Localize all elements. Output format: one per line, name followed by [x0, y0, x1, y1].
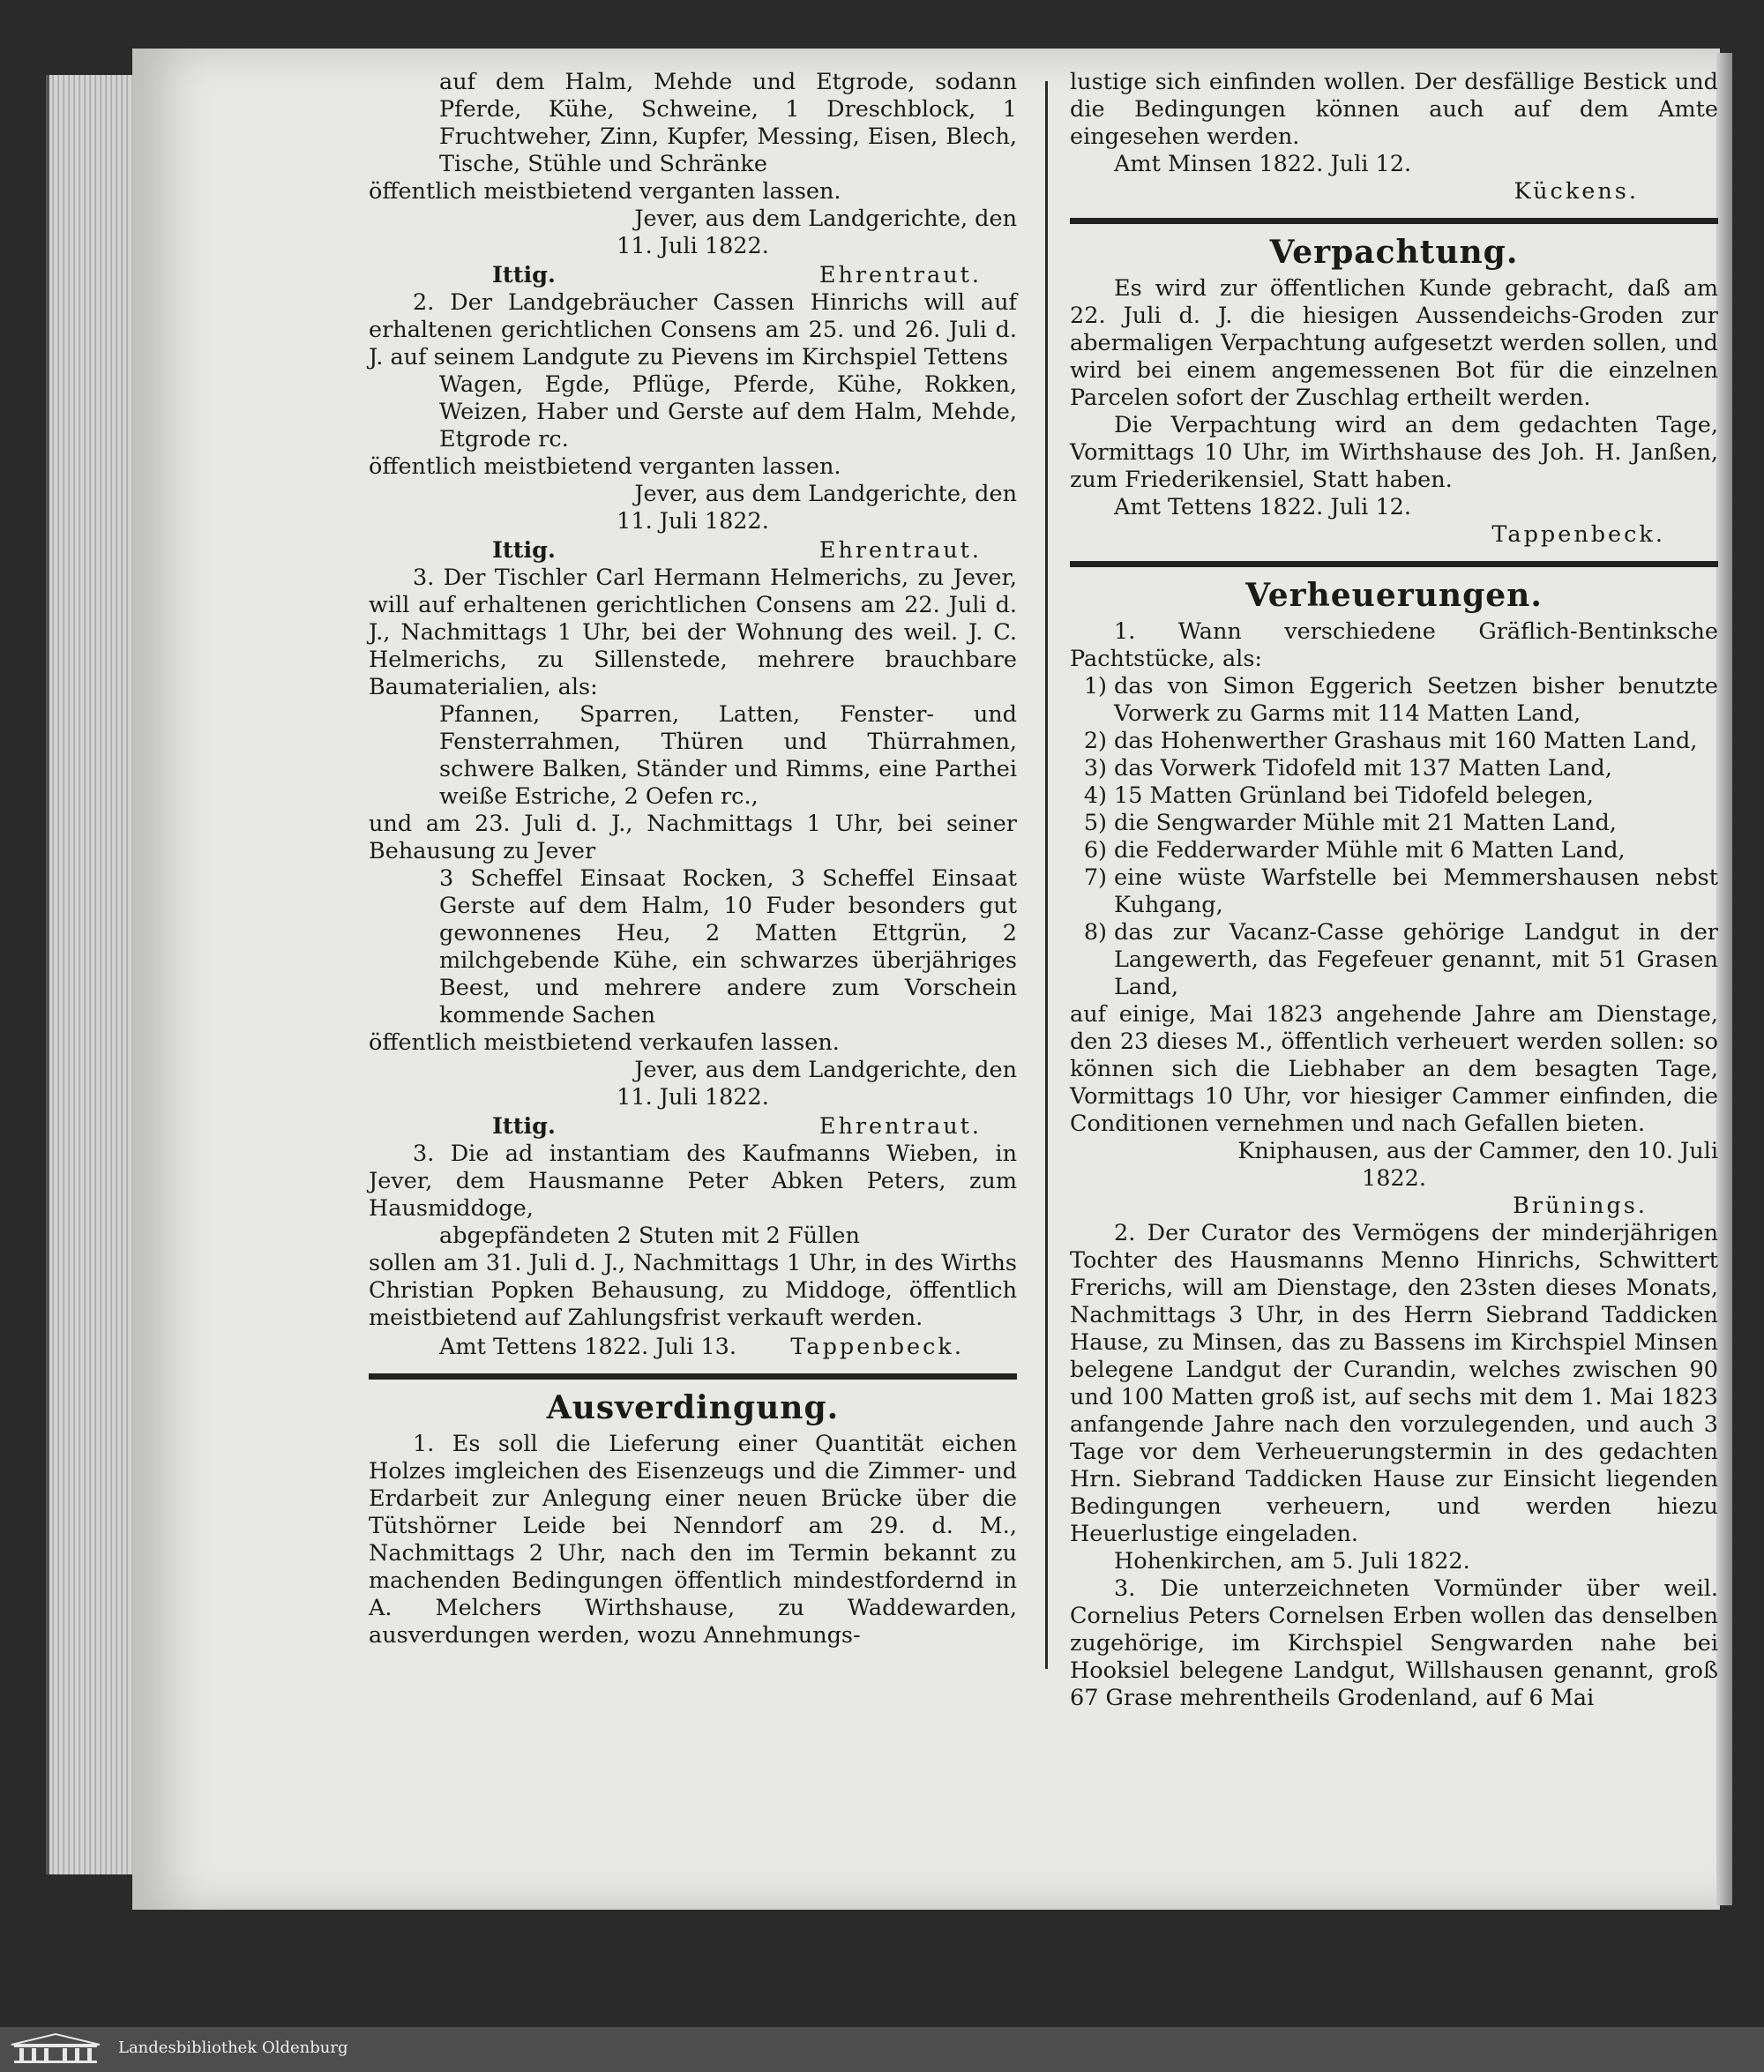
leasehold-list-item: [1070, 673, 1718, 728]
item-list: Wagen, Egde, Pflüge, Pferde, Kühe, Rokken, Weizen, Haber und Gerste auf dem Halm, Mehde, Etgrode rc.: [439, 371, 1017, 453]
paragraph: 3. Die ad instantiam des Kaufmanns Wieben, in Jever, dem Hausmanne Peter Abken Peters, zum Hausmiddoge,: [369, 1141, 1017, 1222]
item-list: Pfannen, Sparren, Latten, Fenster- und Fensterrahmen, Thüren und Thürrahmen, schwere Balken, Ständer und Rimms, eine Parthei weiße Estriche, 2 Oefen rc.,: [439, 701, 1017, 810]
paragraph: öffentlich meistbietend verkaufen lassen.: [369, 1029, 840, 1056]
signature-name: Ehrentraut.: [818, 537, 982, 564]
footer-bar: [0, 2027, 1764, 2072]
list-number: 4): [1083, 782, 1107, 809]
paragraph: öffentlich meistbietend verganten lassen.: [369, 453, 841, 480]
leasehold-list-item: [1070, 919, 1718, 1001]
paragraph: 2. Der Landgebräucher Cassen Hinrichs will auf erhaltenen gerichtlichen Consens am 25. und 26. Juli d. J. auf seinem Landgute zu Pievens im Kirchspiel Tettens: [369, 289, 1017, 370]
list-text: die Sengwarder Mühle mit 21 Matten Land,: [1114, 810, 1617, 836]
section-rule: [1070, 218, 1718, 224]
signature-place: Amt Tettens 1822. Juli 13.: [439, 1334, 736, 1360]
leasehold-list-item: [1070, 864, 1718, 919]
list-number: 1): [1083, 673, 1107, 699]
leasehold-list-item: [1070, 782, 1718, 810]
signature-date: 11. Juli 1822.: [617, 1084, 769, 1111]
paragraph: 3. Der Tischler Carl Hermann Helmerichs, zu Jever, will auf erhaltenen gerichtlichen Consens am 22. Juli d. J., Nachmittags 1 Uhr, bei der Wohnung des weil. J. C. Helmerichs, zu Sillenstede, mehrere brauchbare Baumaterialien, als:: [369, 565, 1017, 700]
column-divider: [1045, 81, 1048, 1669]
paragraph: lustige sich einfinden wollen. Der desfällige Bestick und die Bedingungen können auch auf dem Amte eingesehen werden.: [1070, 69, 1718, 150]
leasehold-list-item: [1070, 837, 1718, 864]
paragraph: 2. Der Curator des Vermögens der minderjährigen Tochter des Hausmanns Menno Hinrichs, Schwittert Frerichs, will am Dienstage, den 23sten dieses Monats, Nachmittags 3 Uhr, in des Herrn Siebrand Taddicken Hause, zu Minsen, das zu Bassens im Kirchspiel Minsen belegene Landgut der Curandin, welches zwischen 90 und 100 Matten groß ist, auf sechs mit dem 1. Mai 1823 anfangende Jahre nach den vorzulegenden, und auch 3 Tage vor dem Verheuerungstermin in des gedachten Hrn. Siebrand Taddicken Hause zur Einsicht liegenden Bedingungen verheuern, und werden hiezu Heuerlustige eingeladen.: [1070, 1220, 1718, 1547]
signature-name: Ittig.: [492, 537, 556, 564]
paragraph: auf einige, Mai 1823 angehende Jahre am Dienstage, den 23 dieses M., öffentlich verheuert werden sollen: so können sich die Liebhaber an dem besagten Tage, Vormittags 10 Uhr, vor hiesiger Cammer einfinden, die Conditionen vernehmen und nach Gefallen bieten.: [1070, 1001, 1718, 1137]
section-rule: [369, 1373, 1017, 1380]
signature-place: Amt Tettens 1822. Juli 12.: [1114, 494, 1411, 520]
list-text: die Fedderwarder Mühle mit 6 Matten Land,: [1114, 837, 1626, 864]
signature-name: Ittig.: [492, 262, 556, 288]
paragraph: 1. Wann verschiedene Gräflich-Bentinksche Pachtstücke, als:: [1070, 618, 1718, 672]
signature-name: Kückens.: [1514, 178, 1639, 205]
section-heading: Verpachtung.: [1269, 234, 1519, 271]
paragraph: öffentlich meistbietend verganten lassen.: [369, 178, 841, 205]
list-text: das zur Vacanz-Casse gehörige Landgut in der Langewerth, das Fegefeuer genannt, mit 51 Grasen Land,: [1114, 919, 1718, 1000]
list-number: 7): [1083, 864, 1107, 891]
list-text: 15 Matten Grünland bei Tidofeld belegen,: [1114, 782, 1594, 809]
list-number: 5): [1083, 810, 1107, 836]
left-column: [369, 69, 1017, 1649]
list-number: 6): [1083, 837, 1107, 864]
signature-name: Tappenbeck.: [1491, 521, 1665, 548]
paragraph: Die Verpachtung wird an dem gedachten Tage, Vormittags 10 Uhr, im Wirthshause des Joh. H. Janßen, zum Friederikensiel, Statt haben.: [1070, 412, 1718, 493]
leasehold-list-item: [1070, 810, 1718, 837]
paragraph: sollen am 31. Juli d. J., Nachmittags 1 Uhr, in des Wirths Christian Popken Behausung, zu Middoge, öffentlich meistbietend auf Zahlungsfrist verkauft werden.: [369, 1250, 1017, 1331]
section-heading: Verheuerungen.: [1245, 577, 1543, 614]
paragraph: Es wird zur öffentlichen Kunde gebracht, daß am 22. Juli d. J. die hiesigen Aussendeichs-Groden zur abermaligen Verpachtung aufgesetzt werden sollen, und wird bei einem angemessenen Bot für die einzelnen Parcelen sofort der Zuschlag ertheilt werden.: [1070, 275, 1718, 411]
section-rule: [1070, 561, 1718, 567]
list-text: das von Simon Eggerich Seetzen bisher benutzte Vorwerk zu Garms mit 114 Matten Land,: [1114, 673, 1718, 727]
signature-place: Jever, aus dem Landgerichte, den: [634, 481, 1017, 507]
leasehold-list: [1070, 673, 1718, 1001]
list-number: 3): [1083, 755, 1107, 782]
paragraph: 1. Es soll die Lieferung einer Quantität eichen Holzes imgleichen des Eisenzeugs und die Zimmer- und Erdarbeit zur Anlegung einer neuen Brücke über die Tütshörner Leide bei Nenndorf am 29. d. M., Nachmittags 2 Uhr, nach den im Termin bekannt zu machenden Bedingungen öffentlich mindestfordernd in A. Melchers Wirthshause, zu Waddewarden, ausverdungen werden, wozu Annehmungs-: [369, 1431, 1017, 1649]
list-number: 8): [1083, 919, 1107, 946]
signature-date: 11. Juli 1822.: [617, 233, 769, 259]
paragraph: 3. Die unterzeichneten Vormünder über weil. Cornelius Peters Cornelsen Erben wollen das denselben zugehörige, im Kirchspiel Sengwarden nahe bei Hooksiel belegene Landgut, Willshausen genannt, groß 67 Grase mehrentheils Grodenland, auf 6 Mai: [1070, 1575, 1718, 1711]
section-heading: Ausverdingung.: [546, 1389, 840, 1426]
item-list: abgepfändeten 2 Stuten mit 2 Füllen: [439, 1223, 860, 1249]
leasehold-list-item: [1070, 755, 1718, 782]
leasehold-list-item: [1070, 728, 1718, 755]
list-text: eine wüste Warfstelle bei Memmershausen nebst Kuhgang,: [1114, 864, 1718, 918]
signature-place: Hohenkirchen, am 5. Juli 1822.: [1114, 1548, 1470, 1575]
list-text: das Vorwerk Tidofeld mit 137 Matten Land,: [1114, 755, 1612, 782]
library-name: Landesbibliothek Oldenburg: [118, 2038, 348, 2057]
signature-place: Amt Minsen 1822. Juli 12.: [1114, 151, 1412, 177]
signature-place: Kniphausen, aus der Cammer, den 10. Juli: [1237, 1138, 1718, 1164]
list-text: das Hohenwerther Grashaus mit 160 Matten Land,: [1114, 728, 1698, 754]
signature-date: 1822.: [1361, 1165, 1426, 1192]
paragraph: und am 23. Juli d. J., Nachmittags 1 Uhr, bei seiner Behausung zu Jever: [369, 811, 1017, 864]
book-right-edge: [1716, 53, 1732, 1905]
signature-place: Jever, aus dem Landgerichte, den: [634, 1057, 1017, 1083]
signature-name: Ehrentraut.: [818, 262, 982, 288]
library-logo-icon: [7, 2032, 104, 2066]
signature-date: 11. Juli 1822.: [617, 508, 769, 535]
item-list: auf dem Halm, Mehde und Etgrode, sodann Pferde, Kühe, Schweine, 1 Dreschblock, 1 Fruchtweher, Zinn, Kupfer, Messing, Eisen, Blech, Tische, Stühle und Schränke: [439, 69, 1017, 177]
signature-name: Brünings.: [1513, 1193, 1648, 1219]
signature-name: Ehrentraut.: [818, 1113, 982, 1140]
item-list: 3 Scheffel Einsaat Rocken, 3 Scheffel Einsaat Gerste auf dem Halm, 10 Fuder besonders gut gewonnenes Heu, 2 Matten Ettgrün, 2 milchgebende Kühe, ein schwarzes überjähriges Beest, und mehrere andere zum Vorschein kommende Sachen: [439, 865, 1017, 1029]
signature-place: Jever, aus dem Landgerichte, den: [634, 206, 1017, 232]
signature-name: Ittig.: [492, 1113, 556, 1140]
right-column: [1070, 69, 1718, 1712]
list-number: 2): [1083, 728, 1107, 754]
signature-name: Tappenbeck.: [790, 1334, 964, 1360]
